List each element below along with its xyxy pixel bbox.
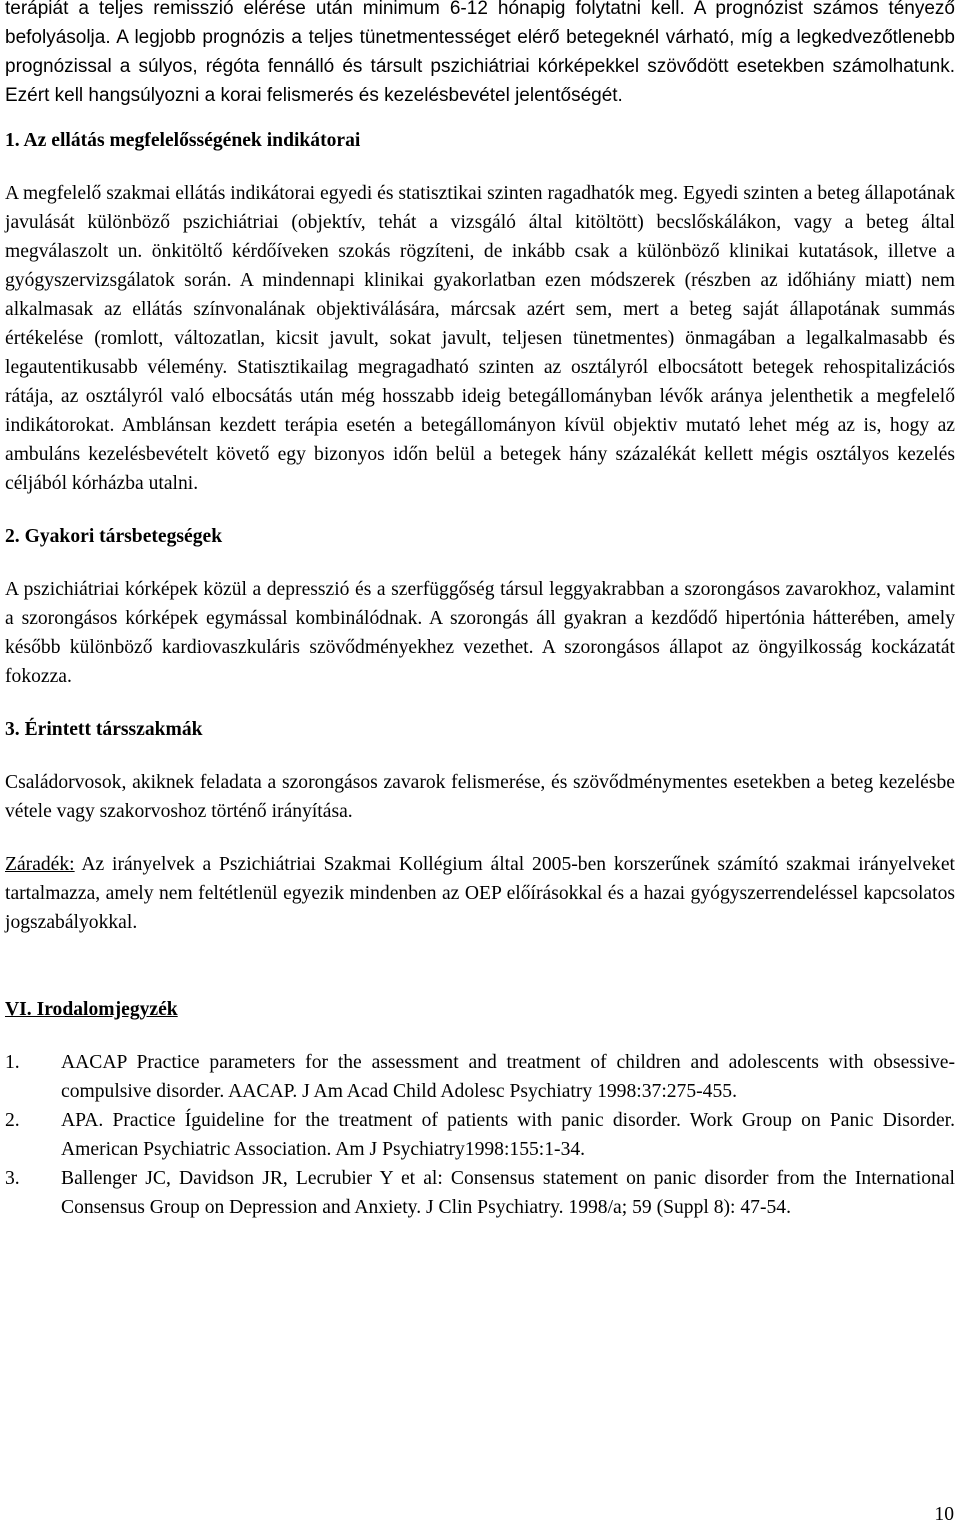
section-3-heading: 3. Érintett társszakmák	[5, 719, 203, 740]
clause-paragraph	[5, 850, 955, 937]
section-1-paragraph: A megfelelő szakmai ellátás indikátorai egyedi és statisztikai szinten ragadhatók meg. Egyedi szinten a beteg állapotának javulását különböző pszichiátriai (objektív, tehát a vizsgáló által kitöltött) becslőskálákon, vagy a beteg által megválaszolt un. önkitöltő kérdőíveken szokás rögzíteni, de inkább csak a különböző klinikai kutatások, illetve a gyógyszervizsgálatok során. A mindennapi klinikai gyakorlatban ezen módszerek (részben az időhiány miatt) nem alkalmasak az ellátás színvonalának objektiválására, márcsak azért sem, mert a beteg saját állapotának summás értékelése (romlott, változatlan, kicsit javult, sokat javult, teljesen tünetmentes) önmagában a legalkalmasabb és legautentikusabb vélemény. Statisztikailag megragadható szinten az osztályról elbocsátott betegek rehospitalizációs rátája, az osztályról való elbocsátás után még hosszabb ideig betegállományban lévők aránya jelenthetik a megfelelő indikátorokat. Amblánsan kezdett terápia esetén a betegállományon kívül objektiv mutató lehet még az is, hogy az ambuláns kezelésbevételt követő egy bizonyos időn belül a betegek hány százalékát kellett mégis osztályos kezelés céljából kórházba utalni.	[5, 183, 955, 494]
section-1-heading: 1. Az ellátás megfelelősségének indikátorai	[5, 130, 361, 151]
reference-number: 2.	[5, 1110, 20, 1131]
section-2-paragraph: A pszichiátriai kórképek közül a depresszió és a szerfüggőség társul leggyakrabban a szorongásos zavarokhoz, valamint a szorongásos kórképek egymással kombinálódnak. A szorongás áll gyakran a kezdődő hipertónia hátterében, amely később különböző kardiovaszkuláris szövődményekhez vezethet. A szorongásos állapot az öngyilkosság kockázatát fokozza.	[5, 579, 955, 687]
reference-item	[5, 1164, 955, 1222]
clause-text: Az irányelvek a Pszichiátriai Szakmai Kollégium által 2005-ben korszerűnek számító szakmai irányelveket tartalmazza, amely nem feltétlenül egyezik mindenben az OEP előírásokkal és a hazai gyógyszerrendeléssel kapcsolatos jogszabályokkal.	[5, 854, 955, 933]
clause-label: Záradék:	[5, 854, 75, 875]
reference-text: Ballenger JC, Davidson JR, Lecrubier Y et al: Consensus statement on panic disorder from the International Consensus Group on Depression and Anxiety. J Clin Psychiatry. 1998/a; 59 (Suppl 8): 47-54.	[61, 1168, 955, 1218]
references-heading: VI. Irodalomjegyzék	[5, 999, 178, 1020]
reference-text: AACAP Practice parameters for the assessment and treatment of children and adolescents with obsessive-compulsive disorder. AACAP. J Am Acad Child Adolesc Psychiatry 1998:37:275-455.	[61, 1052, 955, 1102]
reference-text: APA. Practice Íguideline for the treatment of patients with panic disorder. Work Group on Panic Disorder. American Psychiatric Association. Am J Psychiatry1998:155:1-34.	[61, 1110, 955, 1160]
reference-list	[5, 1048, 955, 1222]
reference-item	[5, 1106, 955, 1164]
reference-item	[5, 1048, 955, 1106]
intro-paragraph: terápiát a teljes remisszió elérése után minimum 6-12 hónapig folytatni kell. A prognózist számos tényező befolyásolja. A legjobb prognózis a teljes tünetmentességet elérő betegeknél várható, míg a legkedvezőtlenebb prognózissal a súlyos, régóta fennálló és társult pszichiátriai kórképekkel szövődött esetekben számolhatunk. Ezért kell hangsúlyozni a korai felismerés és kezelésbevétel jelentőségét.	[5, 0, 955, 106]
section-2-heading: 2. Gyakori társbetegségek	[5, 526, 223, 547]
reference-number: 3.	[5, 1168, 20, 1189]
reference-number: 1.	[5, 1052, 20, 1073]
section-3-paragraph: Családorvosok, akiknek feladata a szorongásos zavarok felismerése, és szövődménymentes esetekben a beteg kezelésbe vétele vagy szakorvoshoz történő irányítása.	[5, 772, 955, 822]
page-number: 10	[934, 1504, 954, 1525]
